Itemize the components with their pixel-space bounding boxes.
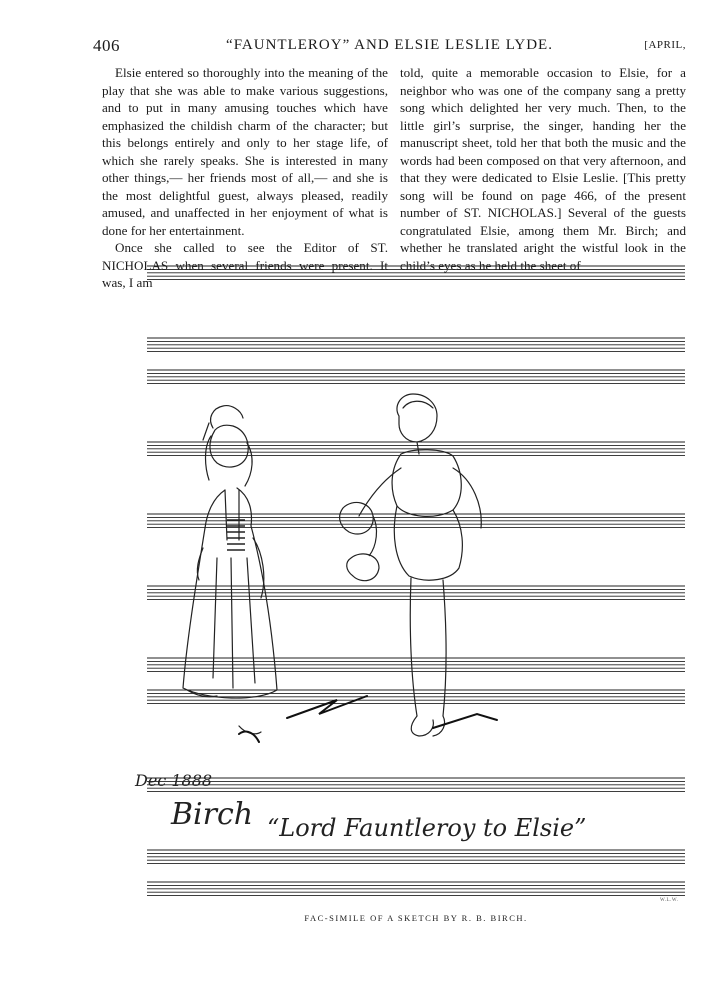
running-header (93, 36, 686, 58)
paragraph: Once she called to see the Editor of ST. NICHOLAS when several friends were present. It was, I am (102, 240, 388, 290)
girl-figure (183, 406, 277, 734)
running-title: “FAUNTLEROY” AND ELSIE LESLIE LYDE. (226, 37, 553, 53)
figure-caption: FAC-SIMILE OF A SKETCH BY R. B. BIRCH. (304, 913, 528, 923)
page-number: 406 (93, 36, 120, 55)
artist-signature: Birch (171, 797, 254, 832)
music-staff-sketch (135, 258, 685, 908)
right-column (400, 64, 686, 274)
paragraph: told, quite a memorable occasion to Elsie, for a neighbor who was one of the company sang a pretty song which delighted her very much. Then, to the little girl’s surprise, the singer, handing her the manuscript sheet, told her that both the music and the words had been composed on that very afternoon, and that they were dedicated to Elsie Leslie. [This pretty song will be found on page 466, of the present number of ST. NICHOLAS.] Several of the guests congratulated Elsie, among them Mr. Birch; and whether he translated aright the wistful look in the child’s eyes as he held the sheet of (400, 65, 686, 273)
sketch-figure (135, 258, 685, 908)
issue-month: [APRIL, (644, 39, 686, 51)
dedication-inscription: “Lord Fauntleroy to Elsie” (267, 814, 587, 842)
engraver-credit: W.L.W. (660, 898, 679, 903)
date-inscription: Dec 1888 (135, 771, 213, 790)
paragraph: Elsie entered so thoroughly into the meaning of the play that she was able to make various suggestions, and to put in many amusing touches which have emphasized the childish charm of the character; but this belongs entirely and only to her stage life, of which she rarely speaks. She is interested in many other things,— her friends most of all,— and she is the most delightful guest, always pleased, readily amused, and unaffected in her enjoyment of what is done for her entertainment. (102, 65, 388, 238)
floor-shadow (239, 696, 497, 742)
